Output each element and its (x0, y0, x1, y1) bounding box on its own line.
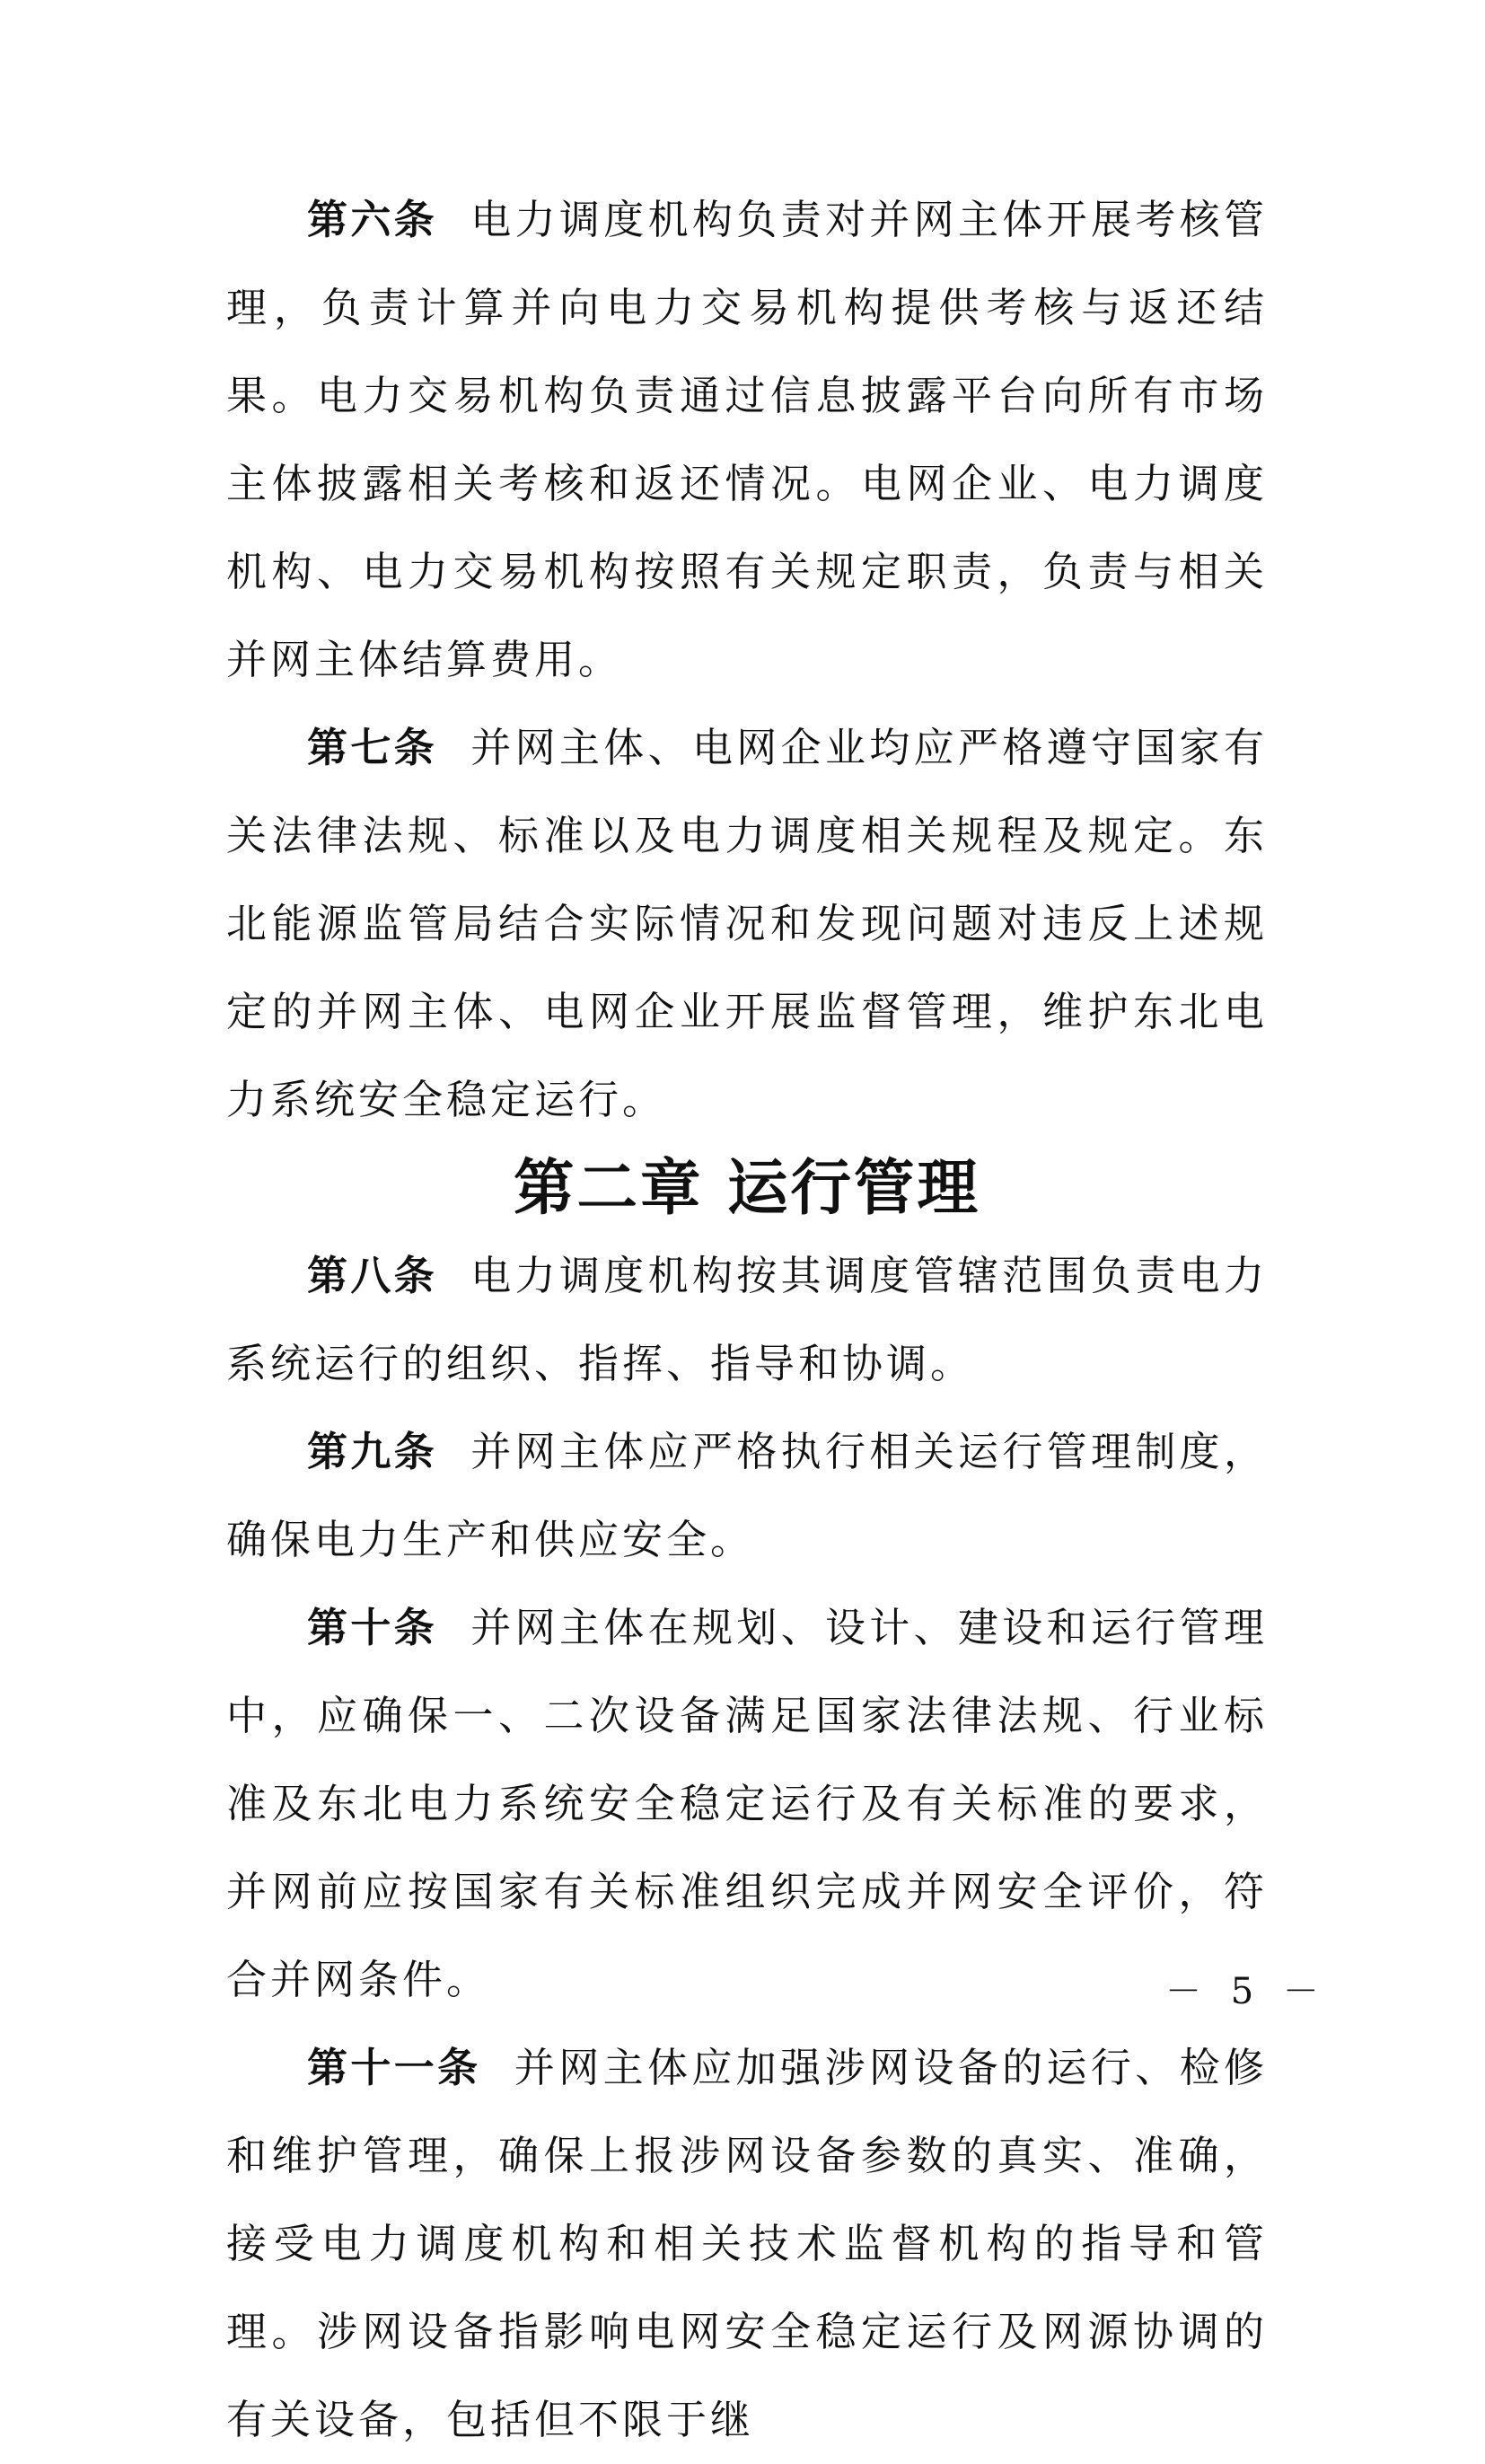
article-6-label: 第六条 (307, 196, 438, 243)
article-10-label: 第十条 (307, 1604, 438, 1651)
article-7-text: 并网主体、电网企业均应严格遵守国家有关法律法规、标准以及电力调度相关规程及规定。东北能源监管局结合实际情况和发现问题对违反上述规定的并网主体、电网企业开展监督管理，维护东北电力系统安全稳定运行。 (226, 724, 1268, 1123)
page-number: － 5 － (1165, 1971, 1328, 2012)
article-11-label: 第十一条 (307, 2044, 481, 2091)
article-8-text: 电力调度机构按其调度管辖范围负责电力系统运行的组织、指挥、指导和协调。 (226, 1252, 1268, 1387)
article-8 (226, 1232, 1268, 1408)
article-11 (226, 2024, 1268, 2464)
document-body (226, 176, 1268, 2464)
article-11-text: 并网主体应加强涉网设备的运行、检修和维护管理，确保上报涉网设备参数的真实、准确，接受电力调度机构和相关技术监督机构的指导和管理。涉网设备指影响电网安全稳定运行及网源协调的有关设备，包括但不限于继 (226, 2044, 1268, 2443)
article-9-label: 第九条 (307, 1428, 438, 1475)
article-8-label: 第八条 (307, 1252, 438, 1299)
article-7 (226, 704, 1268, 1144)
article-10-text: 并网主体在规划、设计、建设和运行管理中，应确保一、二次设备满足国家法律法规、行业标准及东北电力系统安全稳定运行及有关标准的要求，并网前应按国家有关标准组织完成并网安全评价，符合并网条件。 (226, 1604, 1268, 2003)
article-9 (226, 1408, 1268, 1584)
article-7-label: 第七条 (307, 724, 438, 771)
article-10 (226, 1584, 1268, 2024)
chapter-heading: 第二章 运行管理 (513, 1152, 980, 1223)
article-6-text: 电力调度机构负责对并网主体开展考核管理，负责计算并向电力交易机构提供考核与返还结果。电力交易机构负责通过信息披露平台向所有市场主体披露相关考核和返还情况。电网企业、电力调度机构、电力交易机构按照有关规定职责，负责与相关并网主体结算费用。 (226, 196, 1268, 683)
article-6 (226, 176, 1268, 704)
article-9-text: 并网主体应严格执行相关运行管理制度，确保电力生产和供应安全。 (226, 1428, 1268, 1563)
